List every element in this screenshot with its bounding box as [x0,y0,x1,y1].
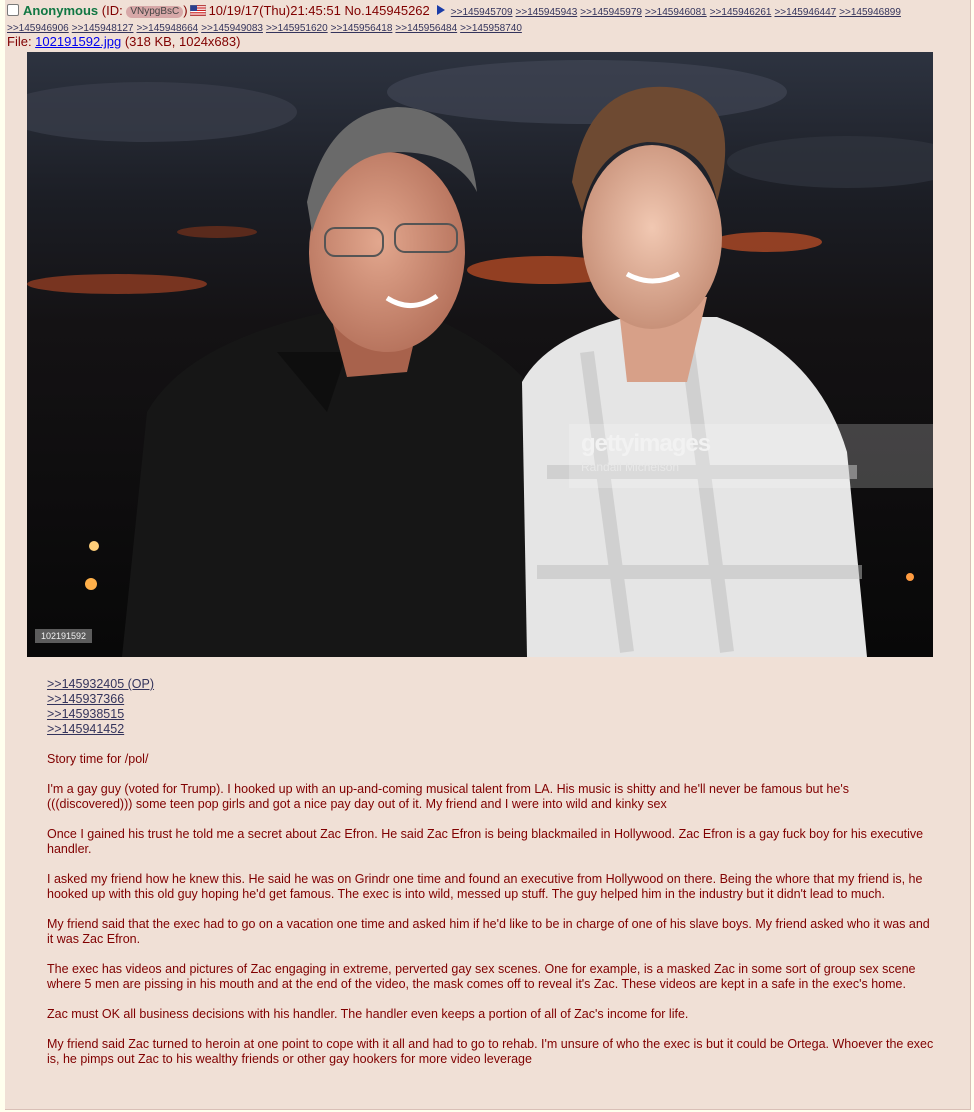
backlink[interactable]: >>145956484 [395,23,458,34]
message-paragraph: Once I gained his trust he told me a secret about Zac Efron. He said Zac Efron is being blackmailed in Hollywood. Zac Efron is a gay fuck boy for his executive handler. [47,827,924,856]
backlink[interactable]: >>145956418 [330,23,393,34]
file-name-link[interactable]: 102191592.jpg [35,34,122,49]
backlink[interactable]: >>145946081 [644,7,707,18]
backlink[interactable]: >>145948664 [136,23,199,34]
backlink[interactable]: >>145958740 [460,23,522,34]
quote-link[interactable]: >>145932405 (OP) [47,677,155,691]
watermark-credit: Randall Michelson [581,460,680,474]
message-paragraph: I asked my friend how he knew this. He said he was on Grindr one time and found an executive from Hollywood on there. Being the whore that my friend is, he hooked up with this old guy hoping he'd get famous. The exec is into wild, messed up stuff. The guy helped him in the industry but it didn't lead to much. [47,872,923,901]
image-corner-label: 102191592 [35,629,92,643]
quote-links [47,677,937,737]
post-number[interactable]: No.145945262 [344,3,430,18]
message-paragraph: My friend said that the exec had to go on a vacation one time and asked him if he'd like to be in charge of one of his slave boys. My friend asked who it was and it was Zac Efron. [47,917,930,946]
quote-link[interactable]: >>145937366 [47,692,125,706]
post-message [47,677,937,1067]
message-paragraph: I'm a gay guy (voted for Trump). I hooked up with an up-and-coming musical talent from LA. His music is shitty and he'll never be famous but he's (((discovered))) some teen pop girls and got a nice pay day out of it. My friend and I were into wild and kinky sex [47,782,849,811]
watermark-logo: gettyimages [581,430,711,457]
post [5,0,971,1110]
post-datetime: 10/19/17(Thu)21:45:51 [208,3,341,18]
backlink[interactable]: >>145948127 [71,23,134,34]
photo-illustration [27,52,933,657]
backlink[interactable]: >>145945709 [450,7,513,18]
backlinks-row-1 [451,3,904,18]
message-paragraph: The exec has videos and pictures of Zac engaging in extreme, perverted gay sex scenes. One for example, is a masked Zac in some sort of group sex scene where 5 men are pissing in his mouth and at the end of the video, the mask comes off to reveal it's Zac. These videos are kept in a safe in the exec's home. [47,962,916,991]
post-image[interactable] [27,52,933,657]
post-select-checkbox[interactable] [7,4,19,16]
backlink[interactable]: >>145946906 [7,23,69,34]
backlink[interactable]: >>145949083 [201,23,263,34]
message-paragraphs [47,737,937,1067]
getty-watermark [569,424,933,488]
post-header [7,3,967,21]
file-info: File: 102191592.jpg (318 KB, 1024x683) [7,34,241,49]
backlink[interactable]: >>145945943 [515,7,578,18]
backlinks-row-2 [7,20,525,35]
us-flag-icon [190,5,206,16]
backlink[interactable]: >>145946447 [774,7,837,18]
post-menu-arrow-icon[interactable] [437,5,445,15]
poster-name: Anonymous [23,3,99,18]
file-meta: (318 KB, 1024x683) [121,34,241,49]
backlink[interactable]: >>145945979 [580,7,642,18]
poster-id: (ID: VNypgBsC ) [101,3,188,18]
quote-link[interactable]: >>145941452 [47,722,125,736]
quote-link[interactable]: >>145938515 [47,707,125,721]
backlink[interactable]: >>145946899 [839,7,901,18]
message-paragraph: Story time for /pol/ [47,752,149,766]
backlink[interactable]: >>145946261 [709,7,772,18]
poster-id-badge[interactable]: VNypgBsC [126,6,183,18]
message-paragraph: My friend said Zac turned to heroin at one point to cope with it all and had to go to rehab. I'm unsure of who the exec is but it could be Ortega. Whoever the exec is, he pimps out Zac to his wealthy friends or other gay hookers for more video leverage [47,1037,934,1066]
backlink[interactable]: >>145951620 [265,23,328,34]
message-paragraph: Zac must OK all business decisions with his handler. The handler even keeps a portion of all of Zac's income for life. [47,1007,689,1021]
